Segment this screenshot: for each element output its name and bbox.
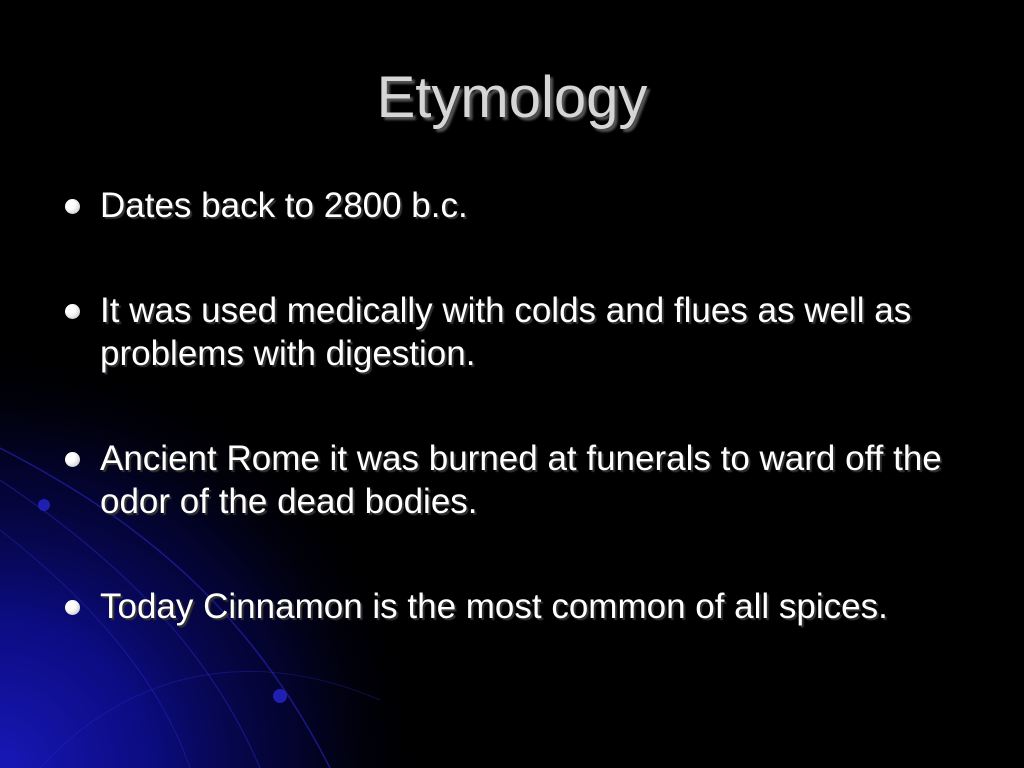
bullet-text: Dates back to 2800 b.c. xyxy=(100,186,468,225)
bullet-icon xyxy=(65,304,80,319)
slide-title: Etymology xyxy=(376,65,648,130)
bullet-icon xyxy=(65,199,80,214)
list-item xyxy=(62,585,962,628)
list-item xyxy=(62,184,962,227)
list-item xyxy=(62,437,962,523)
bullet-text: Today Cinnamon is the most common of all spices. xyxy=(100,587,888,626)
bullet-list xyxy=(62,184,962,628)
list-item xyxy=(62,289,962,375)
bullet-text: It was used medically with colds and flues as well as problems with digestion. xyxy=(100,291,912,373)
bullet-icon xyxy=(65,452,80,467)
bullet-text: Ancient Rome it was burned at funerals to ward off the odor of the dead bodies. xyxy=(100,439,942,521)
bullet-icon xyxy=(65,600,80,615)
